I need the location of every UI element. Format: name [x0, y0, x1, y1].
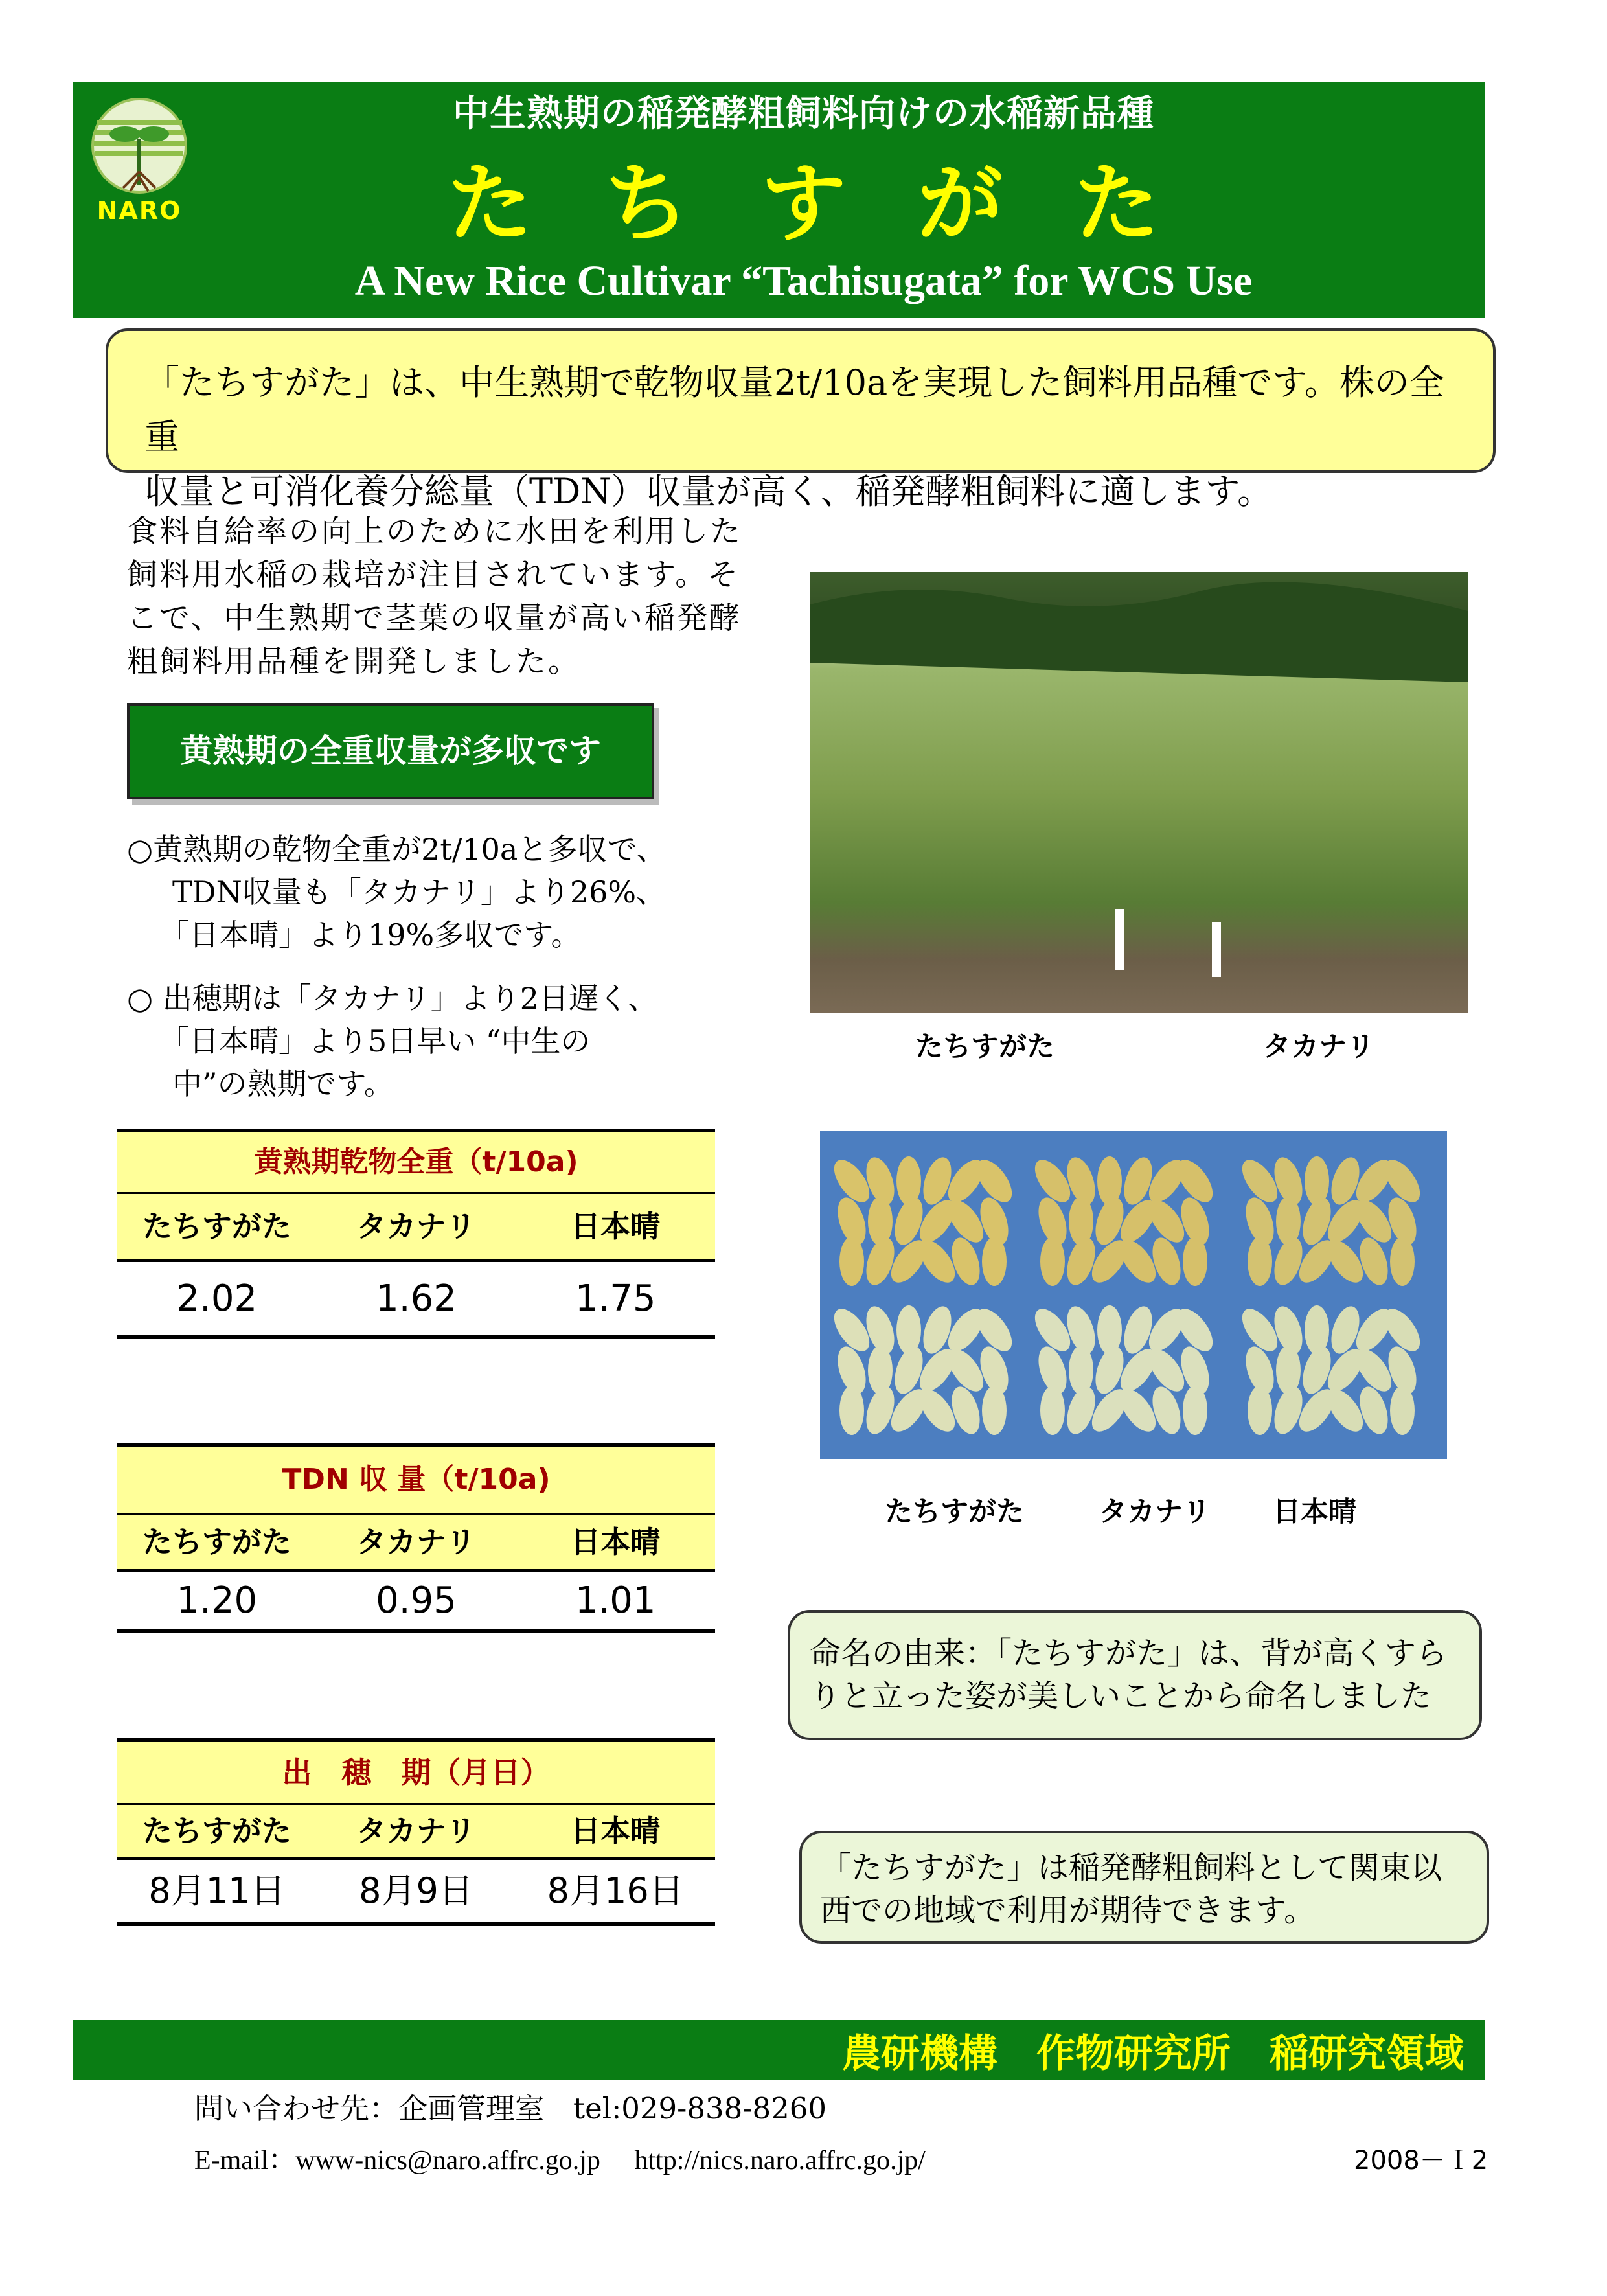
contact-email-url: E-mail：www-nics@naro.affrc.go.jp http://nics.naro.affrc.go.jp/ — [194, 2146, 926, 2175]
page-title-jp: たちすがた — [447, 154, 1231, 254]
table-cell: 8月9日 — [359, 1870, 473, 1911]
table-cell: 1.20 — [176, 1579, 258, 1622]
bullet-heading-line-3: 中”の熟期です。 — [172, 1066, 394, 1101]
table-cell: 1.62 — [376, 1278, 457, 1320]
rice-grain — [1390, 1237, 1415, 1286]
bullet-yield-line-2: TDN収量も「タカナリ」より26%、 — [172, 875, 667, 910]
table-header-cell: たちすがた — [142, 1524, 291, 1559]
bullet-yield-line-1: ○黄熟期の乾物全重が2t/10aと多収で、 — [127, 832, 667, 867]
grain-caption-tachisugata: たちすがた — [885, 1496, 1024, 1528]
grain-caption-nipponbare: 日本晴 — [1273, 1496, 1356, 1528]
table-header-row — [117, 1515, 715, 1569]
intro-line-2: 飼料用水稲の栽培が注目されています。そ — [127, 557, 740, 593]
table-header-cell: 日本晴 — [571, 1209, 661, 1244]
rice-grain — [982, 1237, 1007, 1286]
rice-grain — [1040, 1386, 1065, 1435]
bullet-yield-line-3: 「日本晴」より19%多収です。 — [159, 917, 581, 952]
intro-line-4: 粗飼料用品種を開発しました。 — [127, 644, 580, 680]
contact-line: 問い合わせ先：企画管理室 tel:029-838-8260 — [194, 2091, 826, 2126]
rice-grain — [1390, 1386, 1415, 1435]
table-header-row — [117, 1805, 715, 1857]
table-header-cell: タカナリ — [356, 1524, 476, 1559]
intro-line-3: こで、中生熟期で茎葉の収量が高い稲発酵 — [127, 601, 742, 636]
table-header-cell: 日本晴 — [571, 1813, 661, 1848]
table-cell: 1.75 — [575, 1278, 656, 1320]
rice-grain — [839, 1386, 864, 1435]
rice-grain — [1248, 1237, 1272, 1286]
region-note-line-2: 西での地域で利用が期待できます。 — [820, 1892, 1316, 1929]
intro-text — [127, 510, 798, 683]
table-dry-weight — [117, 1129, 715, 1339]
table-header-cell: 日本晴 — [571, 1524, 661, 1559]
bullet-heading-line-2: 「日本晴」より5日早い “中生の — [159, 1024, 591, 1059]
bullet-heading-date — [127, 977, 801, 1105]
table-row — [117, 1572, 715, 1629]
table-header-cell: たちすがた — [142, 1813, 291, 1848]
grain-caption-takanari: タカナリ — [1099, 1496, 1211, 1528]
rice-field-photo — [810, 572, 1468, 1013]
table-header-cell: タカナリ — [356, 1813, 476, 1848]
table-title: TDN 収 量（t/10a) — [117, 1447, 715, 1513]
table-header-cell: たちすがた — [142, 1209, 291, 1244]
summary-line-2: 収量と可消化養分総量（TDN）収量が高く、稲発酵粗飼料に適します。 — [144, 471, 1273, 512]
footer-organization: 農研機構 作物研究所 稲研究領域 — [842, 2031, 1464, 2076]
table-heading-date — [117, 1738, 715, 1926]
table-cell: 2.02 — [176, 1278, 258, 1320]
field-caption-tachisugata: たちすがた — [915, 1031, 1054, 1063]
rice-grain — [982, 1386, 1007, 1435]
table-header-row — [117, 1194, 715, 1259]
naming-note — [788, 1610, 1482, 1740]
table-cell: 8月11日 — [148, 1870, 286, 1911]
table-cell: 8月16日 — [547, 1870, 684, 1911]
rice-grain-photo — [820, 1131, 1447, 1459]
table-title: 黄熟期乾物全重（t/10a) — [117, 1132, 715, 1192]
table-row — [117, 1860, 715, 1922]
bullet-heading-line-1: ○ 出穂期は「タカナリ」より2日遅く、 — [127, 981, 658, 1016]
table-title: 出 穂 期（月日） — [117, 1742, 715, 1803]
rice-grain — [1183, 1386, 1207, 1435]
feature-heading: 黄熟期の全重収量が多収です — [127, 703, 654, 799]
region-note-line-1: 「たちすがた」は稲発酵粗飼料として関東以 — [820, 1850, 1442, 1886]
table-tdn — [117, 1443, 715, 1633]
table-cell: 1.01 — [575, 1579, 656, 1622]
table-cell: 0.95 — [376, 1579, 457, 1622]
summary-box — [106, 328, 1496, 512]
table-header-cell: タカナリ — [356, 1209, 476, 1244]
region-note — [799, 1831, 1489, 1944]
summary-line-1: 「たちすがた」は、中生熟期で乾物収量2t/10aを実現した飼料用品種です。株の全重 — [144, 362, 1444, 457]
logo-text: NARO — [97, 196, 182, 225]
table-row — [117, 1262, 715, 1335]
rice-grain — [839, 1237, 864, 1286]
rice-grain — [1248, 1386, 1272, 1435]
intro-line-1: 食料自給率の向上のために水田を利用した — [127, 514, 742, 549]
page-title-en: A New Rice Cultivar “Tachisugata” for WCS Use — [354, 257, 1253, 304]
naming-note-line-1: 命名の由来：「たちすがた」は、背が高くすら — [810, 1635, 1448, 1671]
rice-grain — [1040, 1237, 1065, 1286]
subtitle: 中生熟期の稲発酵粗飼料向けの水稲新品種 — [453, 93, 1154, 135]
rice-grain — [1183, 1237, 1207, 1286]
naming-note-line-2: りと立った姿が美しいことから命名しました — [810, 1678, 1432, 1714]
field-caption-takanari: タカナリ — [1263, 1031, 1374, 1063]
bullet-yield — [127, 828, 801, 956]
document-id: 2008－Ｉ2 — [1354, 2146, 1488, 2175]
